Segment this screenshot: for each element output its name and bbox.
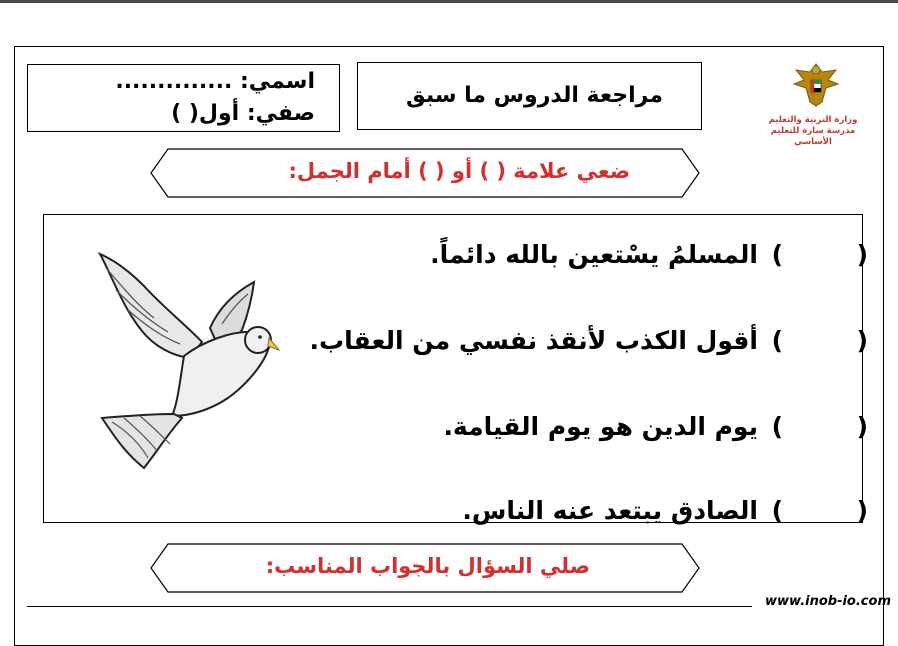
ministry-line-2: مدرسة سارة للتعليم الأساسي [770,126,856,147]
answer-paren-open[interactable]: ( [856,412,868,441]
answer-paren-close: ) [771,496,783,525]
statement-row [308,412,868,452]
statement-row [308,496,868,536]
statement-row [308,240,868,280]
answer-paren-open[interactable]: ( [856,496,868,525]
answer-paren-close: ) [771,326,783,355]
name-field[interactable]: اسمي: .............. [115,69,315,94]
statement-text: الصادق يبتعد عنه الناس. [462,496,758,525]
title-box [357,62,702,130]
dove-icon [92,246,287,476]
instruction-2: صلي السؤال بالجواب المناسب: [265,554,590,578]
statement-text: ) [771,240,783,269]
answer-area-border [27,606,752,607]
student-info-box [27,64,340,132]
instruction-1: ضعي علامة ( ) أو ( ) أمام الجمل: [288,159,630,183]
page-title: مراجعة الدروس ما سبق [406,83,663,108]
class-field[interactable]: صفي: أول( ) [171,101,315,126]
statement-text: يوم الدين هو يوم القيامة. [443,412,758,441]
instruction-banner-1 [150,148,700,198]
answer-paren-close: ) [771,412,783,441]
answer-paren-open[interactable]: ( [856,326,868,355]
statement-text: أقول الكذب لأنقذ نفسي من العقاب. [309,326,758,355]
answer-paren-open[interactable]: ( [856,240,868,269]
uae-eagle-emblem-icon [788,58,844,110]
instruction-banner-2 [150,543,700,593]
top-bar [0,0,898,3]
ministry-text [752,115,874,148]
ministry-line-1: وزارة التربية والتعليم [768,115,858,125]
statement-row [308,326,868,366]
watermark: www.inob-io.com [765,594,891,609]
statement-text: المسلمُ يسْتعين بالله دائماً. [430,240,758,269]
